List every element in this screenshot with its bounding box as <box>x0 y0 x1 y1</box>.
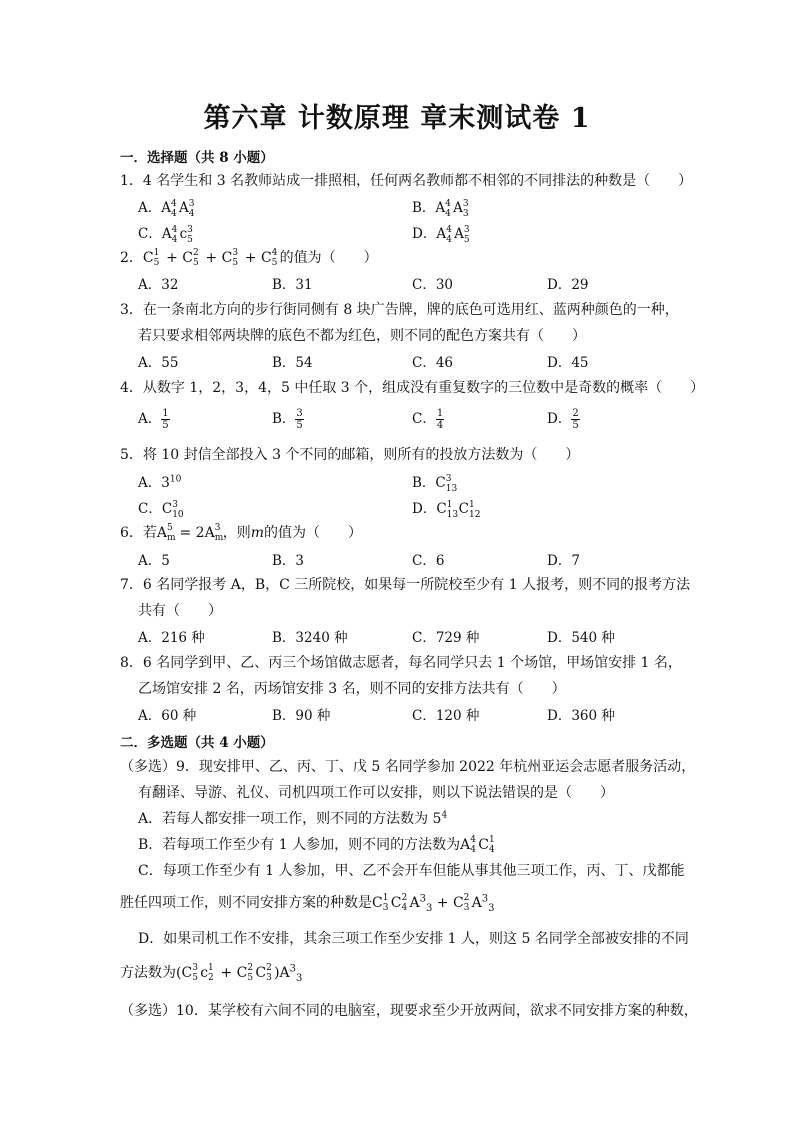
q8-option-b: B．90 种 <box>272 708 331 724</box>
q7-option-c: C．729 种 <box>412 630 480 646</box>
question-8-line1: 8．6 名同学到甲、乙、丙三个场馆做志愿者，每名同学只去 1 个场馆，甲场馆安排 1 名， <box>120 655 682 671</box>
section-multi-heading: 二．多选题（共 4 小题） <box>120 735 274 751</box>
q5-option-c: C．C 3 10 <box>138 499 184 520</box>
q8-option-d: D．360 种 <box>547 708 615 724</box>
section-choice-heading: 一．选择题（共 8 小题） <box>120 150 274 166</box>
question-7-line2: 共有（ ） <box>138 603 222 619</box>
q3-option-d: D．45 <box>547 355 589 371</box>
q1-option-c: C．A 4 4 c 3 5 <box>138 224 193 245</box>
q7-option-a: A．216 种 <box>138 630 205 646</box>
q7-option-d: D．540 种 <box>547 630 615 646</box>
question-4: 4．从数字 1，2，3，4，5 中任取 3 个，组成没有重复数字的三位数中是奇数的概率（ ） <box>120 380 705 396</box>
q9-option-d-line2: 方法数为(C 3 5 c 1 2 + C 2 5 C 2 3 )$A^3_3$ <box>120 963 303 984</box>
q5-option-b: B．C 3 13 <box>412 473 458 494</box>
q9-option-a: A．若每人都安排一项工作，则不同的方法数为 $5^4$ <box>138 810 448 827</box>
q4-option-d: D． $\frac{2}{5}$ <box>547 408 579 431</box>
question-2: 2．C 1 5 + C 2 5 + C 3 5 + C 4 5 的值为（ ） <box>120 248 378 268</box>
q8-option-a: A．60 种 <box>138 708 197 724</box>
q9-option-b: B．若每项工作至少有 1 人参加，则不同的方法数为A 4 4 C 1 4 <box>138 835 495 855</box>
q2-option-d: D．29 <box>547 277 589 293</box>
q4-option-c: C． $\frac{1}{4}$ <box>412 408 444 431</box>
q9-option-c-line1: C．每项工作至少有 1 人参加，甲、乙不会开车但能从事其他三项工作，丙、丁、戊都能 <box>138 863 685 879</box>
page-title: 第六章 计数原理 章末测试卷 1 <box>203 103 591 134</box>
q3-option-c: C．46 <box>412 355 454 371</box>
q4-option-b: B． $\frac{3}{5}$ <box>272 408 303 431</box>
question-5: 5．将 10 封信全部投入 3 个不同的邮箱，则所有的投放方法数为（ ） <box>120 447 580 463</box>
question-3-line1: 3．在一条南北方向的步行街同侧有 8 块广告牌，牌的底色可选用红、蓝两种颜色的一种， <box>120 302 679 318</box>
q5-option-a: A．$3^{10}$ <box>138 474 182 491</box>
q6-option-a: A．5 <box>138 553 170 569</box>
question-9-line1: （多选）9．现安排甲、乙、丙、丁、戊 5 名同学参加 2022 年杭州亚运会志愿者服务活动， <box>120 759 696 775</box>
q3-option-a: A．55 <box>138 355 179 371</box>
question-10: （多选）10．某学校有六间不同的电脑室，现要求至少开放两间，欲求不同安排方案的种数， <box>120 1003 698 1019</box>
q6-option-d: D．7 <box>547 553 580 569</box>
q1-option-d: D．A 4 4 A 3 5 <box>412 224 470 245</box>
question-6: 6．若A 5 m = 2A 3 m ，则m的值为（ ） <box>120 523 362 543</box>
q5-option-d: D．C 1 13 C 1 12 <box>412 499 481 520</box>
question-8-line2: 乙场馆安排 2 名，丙场馆安排 3 名，则不同的安排方法共有（ ） <box>138 681 566 697</box>
q2-suffix: 的值为（ ） <box>279 250 378 266</box>
q7-option-b: B．3240 种 <box>272 630 348 646</box>
q6-option-c: C．6 <box>412 553 445 569</box>
q2-option-a: A．32 <box>138 277 179 293</box>
q8-option-c: C．120 种 <box>412 708 480 724</box>
question-7-line1: 7．6 名同学报考 A，B，C 三所院校，如果每一所院校至少有 1 人报考，则不同的报考方法 <box>120 577 691 593</box>
question-3-line2: 若只要求相邻两块牌的底色不都为红色，则不同的配色方案共有（ ） <box>138 328 586 344</box>
question-1: 1．4 名学生和 3 名教师站成一排照相，任何两名教师都不相邻的不同排法的种数是（ ） <box>120 173 693 189</box>
q2-option-c: C．30 <box>412 277 454 293</box>
q9-option-d-line1: D．如果司机工作不安排，其余三项工作至少安排 1 人，则这 5 名同学全部被安排的不同 <box>138 931 689 947</box>
q2-option-b: B．31 <box>272 277 313 293</box>
q9-option-c-line2: 胜任四项工作，则不同安排方案的种数是C 1 3 C 2 4 $A^3_3 + C$ 2 3 $A^3_3$ <box>120 893 495 914</box>
q6-option-b: B．3 <box>272 553 305 569</box>
q4-option-a: A． $\frac{1}{5}$ <box>138 408 169 431</box>
question-9-line2: 有翻译、导游、礼仪、司机四项工作可以安排，则以下说法错误的是（ ） <box>138 785 614 801</box>
q1-option-b: B．A 4 4 A 3 3 <box>412 198 469 219</box>
q3-option-b: B．54 <box>272 355 313 371</box>
q1-option-a: A．A 4 4 A 3 4 <box>138 198 195 219</box>
